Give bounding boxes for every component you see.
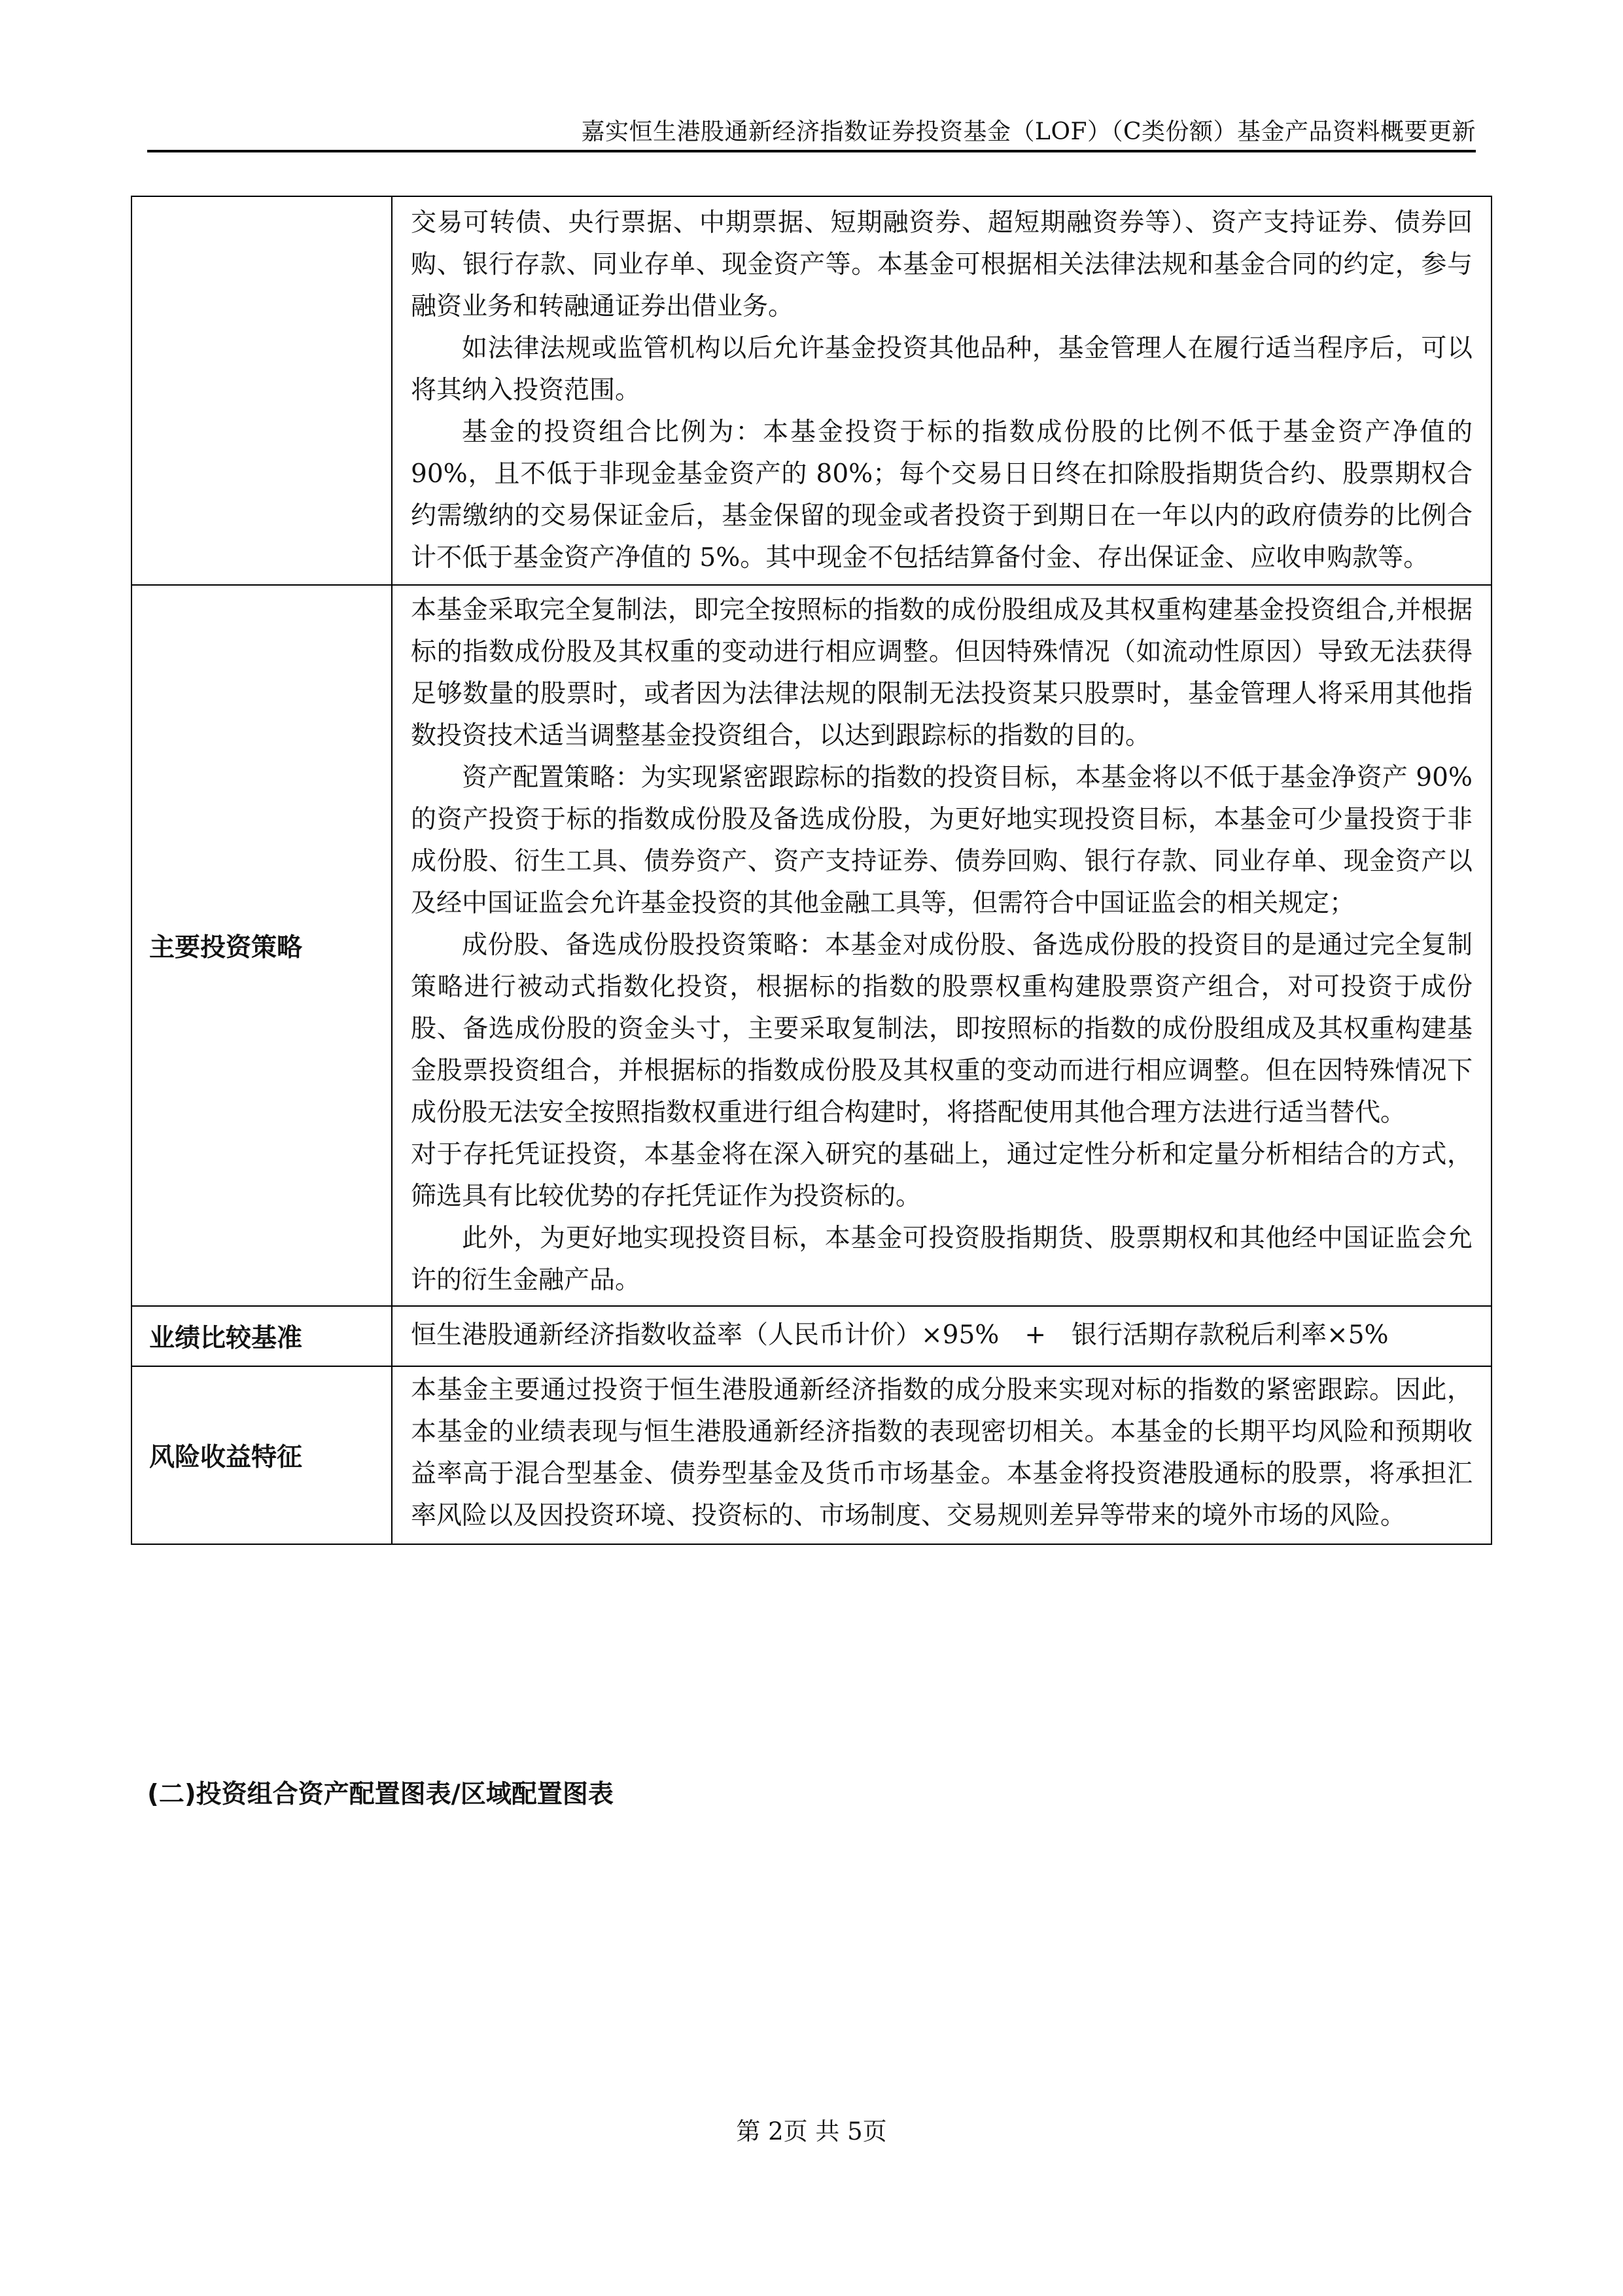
header-divider bbox=[147, 150, 1476, 152]
table-row-investment-strategy bbox=[131, 585, 1492, 1306]
risk-content bbox=[392, 1366, 1492, 1544]
row-label-benchmark: 业绩比较基准 bbox=[131, 1306, 392, 1366]
strategy-paragraph: 对于存托凭证投资，本基金将在深入研究的基础上，通过定性分析和定量分析相结合的方式，筛选具有比较优势的存托凭证作为投资标的。 bbox=[411, 1140, 1473, 1211]
strategy-paragraph: 资产配置策略：为实现紧密跟踪标的指数的投资目标，本基金将以不低于基金净资产 90%的资产投资于标的指数成份股及备选成份股，为更好地实现投资目标，本基金可少量投资于非成份股、衍生工具、债券资产、资产支持证券、债券回购、银行存款、同业存单、现金资产以及经中国证监会允许基金投资的其他金融工具等，但需符合中国证监会的相关规定； bbox=[411, 763, 1473, 918]
row-label-strategy: 主要投资策略 bbox=[131, 585, 392, 1306]
table-row-investment-scope bbox=[131, 196, 1492, 585]
scope-paragraph: 交易可转债、央行票据、中期票据、短期融资券、超短期融资券等）、资产支持证券、债券回购、银行存款、同业存单、现金资产等。本基金可根据相关法律法规和基金合同的约定，参与融资业务和转融通证券出借业务。 bbox=[411, 208, 1473, 321]
section-title: (二)投资组合资产配置图表/区域配置图表 bbox=[147, 1780, 614, 1809]
scope-paragraph: 基金的投资组合比例为：本基金投资于标的指数成份股的比例不低于基金资产净值的 90%，且不低于非现金基金资产的 80%；每个交易日日终在扣除股指期货合约、股票期权合约需缴纳的交易保证金后，基金保留的现金或者投资于到期日在一年以内的政府债券的比例合计不低于基金资产净值的 5%。其中现金不包括结算备付金、存出保证金、应收申购款等。 bbox=[411, 417, 1473, 573]
strategy-paragraph: 成份股、备选成份股投资策略：本基金对成份股、备选成份股的投资目的是通过完全复制策略进行被动式指数化投资，根据标的指数的股票权重构建股票资产组合，对可投资于成份股、备选成份股的资金头寸，主要采取复制法，即按照标的指数的成份股组成及其权重构建基金股票投资组合，并根据标的指数成份股及其权重的变动而进行相应调整。但在因特殊情况下成份股无法安全按照指数权重进行组合构建时，将搭配使用其他合理方法进行适当替代。 bbox=[411, 930, 1473, 1127]
page-number: 第 2页 共 5页 bbox=[736, 2117, 887, 2146]
strategy-paragraph: 此外，为更好地实现投资目标，本基金可投资股指期货、股票期权和其他经中国证监会允许的衍生金融产品。 bbox=[411, 1224, 1473, 1295]
benchmark-value: 恒生港股通新经济指数收益率（人民币计价）×95% + 银行活期存款税后利率×5% bbox=[392, 1306, 1492, 1366]
table-row-benchmark bbox=[131, 1306, 1492, 1366]
risk-paragraph: 本基金主要通过投资于恒生港股通新经济指数的成分股来实现对标的指数的紧密跟踪。因此，本基金的业绩表现与恒生港股通新经济指数的表现密切相关。本基金的长期平均风险和预期收益率高于混合型基金、债券型基金及货币市场基金。本基金将投资港股通标的股票，将承担汇率风险以及因投资环境、投资标的、市场制度、交易规则差异等带来的境外市场的风险。 bbox=[411, 1375, 1473, 1530]
table-row-risk-return bbox=[131, 1366, 1492, 1544]
row-label-risk: 风险收益特征 bbox=[131, 1366, 392, 1544]
scope-content bbox=[392, 196, 1492, 585]
product-info-table bbox=[131, 196, 1492, 1545]
scope-paragraph: 如法律法规或监管机构以后允许基金投资其他品种，基金管理人在履行适当程序后，可以将其纳入投资范围。 bbox=[411, 334, 1473, 405]
row-label-scope bbox=[131, 196, 392, 585]
document-header-title: 嘉实恒生港股通新经济指数证券投资基金（LOF）（C类份额）基金产品资料概要更新 bbox=[581, 118, 1476, 145]
strategy-content bbox=[392, 585, 1492, 1306]
strategy-paragraph: 本基金采取完全复制法，即完全按照标的指数的成份股组成及其权重构建基金投资组合,并根据标的指数成份股及其权重的变动进行相应调整。但因特殊情况（如流动性原因）导致无法获得足够数量的股票时，或者因为法律法规的限制无法投资某只股票时，基金管理人将采用其他指数投资技术适当调整基金投资组合，以达到跟踪标的指数的目的。 bbox=[411, 595, 1473, 751]
